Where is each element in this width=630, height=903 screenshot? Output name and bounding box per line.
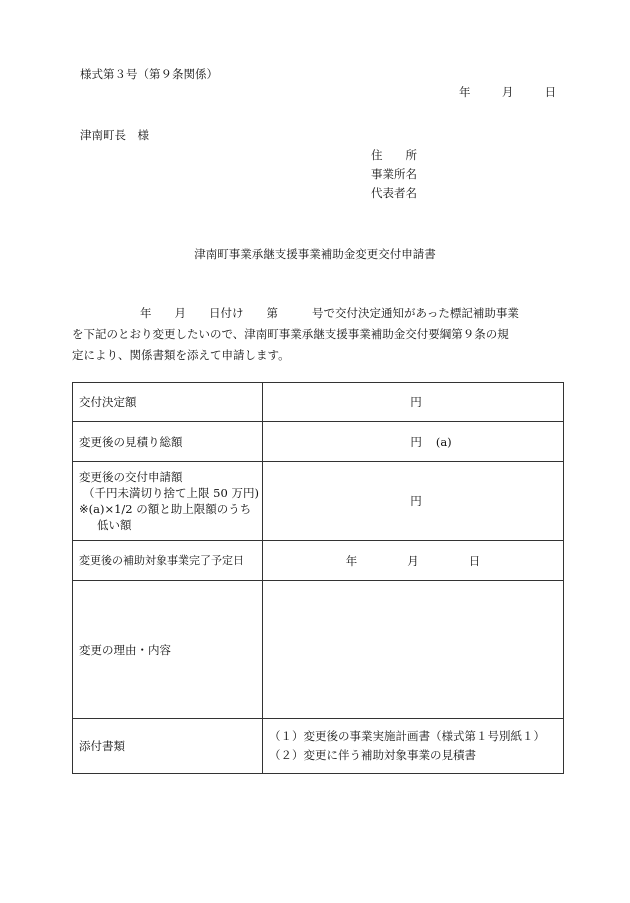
body-line-2: を下記のとおり変更したいので、津南町事業承継支援事業補助金交付要綱第９条の規 (72, 327, 509, 341)
completion-date-label: 変更後の補助対象事業完了予定日 (73, 541, 263, 581)
row-estimate-total (73, 422, 564, 462)
applicant-address-label: 住 所 (371, 148, 417, 162)
estimate-total-mark: (a) (435, 434, 452, 449)
date-day: 日 (544, 85, 557, 99)
reason-value (263, 581, 564, 719)
row-grant-decision (73, 383, 564, 422)
row-reason (73, 581, 564, 719)
attachment-item: （１）変更後の事業実施計画書（様式第１号別紙１） (269, 729, 545, 743)
application-amount-value: 円 (263, 462, 564, 541)
date-year: 年 (459, 85, 471, 99)
addressee: 津南町長 様 (80, 128, 149, 142)
body-line-3: 定により、関係書類を添えて申請します。 (72, 348, 290, 362)
row-attachments (73, 719, 564, 774)
attachment-item: （２）変更に伴う補助対象事業の見積書 (269, 748, 476, 762)
attachments-label: 添付書類 (73, 719, 263, 774)
completion-date-value: 年 月 日 (263, 541, 564, 581)
form-number: 様式第３号（第９条関係） (80, 67, 218, 81)
estimate-total-value: 円 (a) (263, 422, 564, 462)
application-amount-label: 変更後の交付申請額 （千円未満切り捨て上限 50 万円) ※(a)×1/2 の額と助上限額のうち 低い額 (73, 462, 263, 541)
grant-decision-label: 交付決定額 (73, 383, 263, 422)
body-paragraph (72, 303, 566, 366)
row-application-amount (73, 462, 564, 541)
date-month: 月 (501, 85, 514, 99)
reason-label: 変更の理由・内容 (73, 581, 263, 719)
date-line (459, 84, 556, 100)
attachments-value (263, 719, 564, 774)
row-completion-date (73, 541, 564, 581)
grant-decision-value: 円 (263, 383, 564, 422)
estimate-total-label: 変更後の見積り総額 (73, 422, 263, 462)
application-table (72, 382, 564, 774)
body-line-1: 年 月 日付け 第 号で交付決定通知があった標記補助事業 (140, 306, 519, 320)
document-title: 津南町事業承継支援事業補助金変更交付申請書 (194, 247, 436, 261)
applicant-representative-label: 代表者名 (371, 186, 417, 200)
applicant-business-label: 事業所名 (371, 167, 417, 181)
